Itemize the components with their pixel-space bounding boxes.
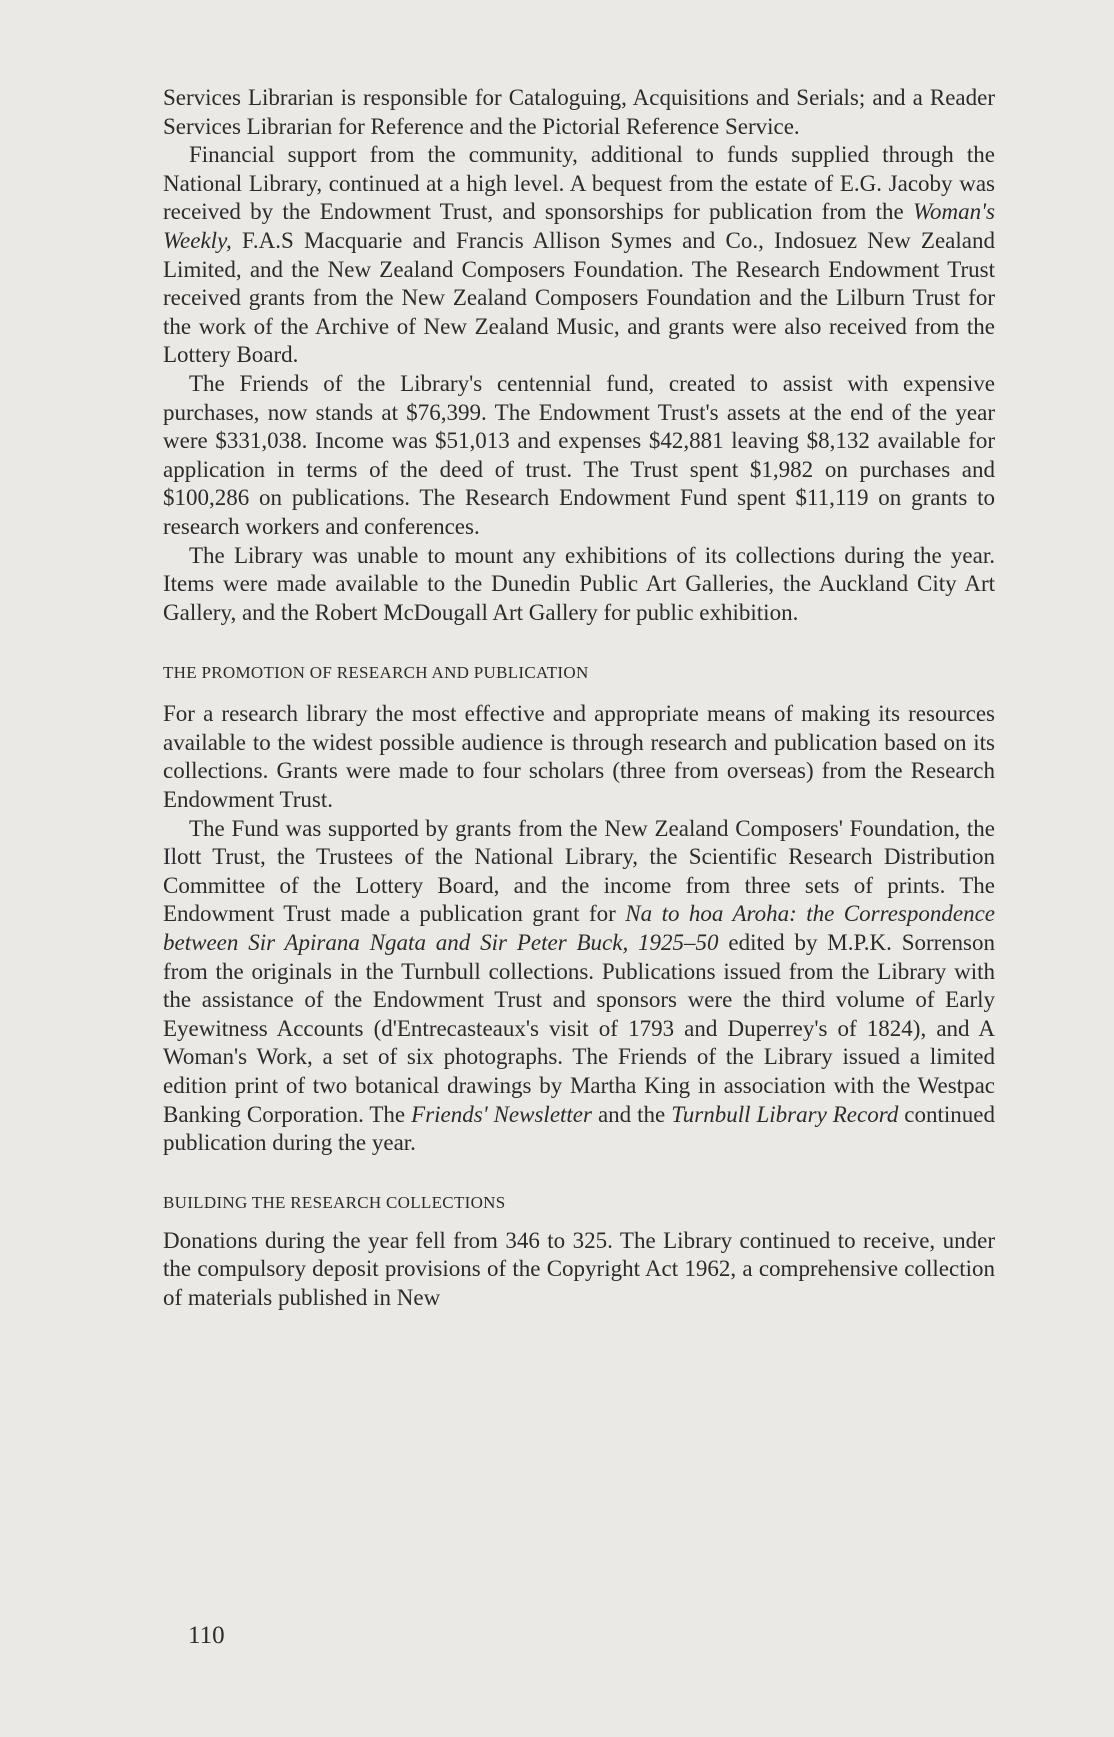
section-heading-research-collections: BUILDING THE RESEARCH COLLECTIONS — [163, 1192, 506, 1212]
paragraph-fund-supported — [163, 815, 995, 1158]
paragraph-donations: Donations during the year fell from 346 to 325. The Library continued to receive, under the compulsory deposit provisions of the Copyright Act 1962, a comprehensive collection of materials published in New — [163, 1227, 995, 1310]
paragraph-exhibitions: The Library was unable to mount any exhibitions of its collections during the year. Items were made available to the Dunedin Public Art Galleries, the Auckland City Art Gallery, and the Robert McDougall Art Gallery for public exhibition. — [163, 542, 995, 625]
italic-book-title: Na to hoa Aroha: the Correspondence between Sir Apirana Ngata and Sir Peter Buck, 1925–50 — [163, 901, 995, 956]
section-heading-research-publication: THE PROMOTION OF RESEARCH AND PUBLICATION — [163, 663, 589, 683]
paragraph-friends-fund: The Friends of the Library's centennial fund, created to assist with expensive purchases, now stands at $76,399. The Endowment Trust's assets at the end of the year were $331,038. Income was $51,013 and expenses $42,881 leaving $8,132 available for application in terms of the deed of trust. The Trust spent $1,982 on purchases and $100,286 on publications. The Research Endowment Fund spent $11,119 on grants to research workers and conferences. — [163, 370, 995, 539]
italic-record-title: Turnbull Library Record — [671, 1101, 899, 1127]
paragraph-research-library: For a research library the most effective and appropriate means of making its resources available to the widest possible audience is through research and publication based on its collections. Grants were made to four scholars (three from overseas) from the Research Endowment Trust. — [163, 701, 995, 813]
text-run: and the — [591, 1101, 672, 1127]
page-number: 110 — [188, 1622, 225, 1649]
paragraph-financial-support: Financial support from the community, additional to funds supplied through the National Library, continued at a high level. A bequest from the estate of E.G. Jacoby was received by the Endowment Trust, and sponsorships for publication from the Woman's Weekly, F.A.S Macquarie and Francis Allison Symes and Co., Indosuez New Zealand Limited, and the New Zealand Composers Foundation. The Research Endowment Trust received grants from the New Zealand Composers Foundation and the Lilburn Trust for the work of the Archive of New Zealand Music, and grants were also received from the Lottery Board. — [163, 142, 995, 368]
italic-newsletter-title: Friends' Newsletter — [411, 1101, 592, 1127]
paragraph-services-librarian: Services Librarian is responsible for Cataloguing, Acquisitions and Serials; and a Reader Services Librarian for Reference and the Pictorial Reference Service. — [163, 85, 995, 139]
text-run: continued publication during the year. — [163, 1101, 996, 1156]
text-run: edited by M.P.K. Sorrenson from the originals in the Turnbull collections. Publications issued from the Library with the assistance of the Endowment Trust and sponsors were the third volume of Early Eyewitness Accounts (d'Entrecasteaux's visit of 1793 and Duperrey's of 1824), and A Woman's Work, a set of six photographs. The Friends of the Library issued a limited edition print of two botanical drawings by Martha King in association with the Westpac Banking Corporation. The — [163, 930, 995, 1127]
italic-womans-weekly: Woman's Weekly, — [163, 199, 995, 253]
page-body — [163, 84, 995, 1313]
text-run: The Fund was supported by grants from the New Zealand Composers' Foundation, the Ilott Trust, the Trustees of the National Library, the Scientific Research Distribution Committee of the Lottery Board, and the income from three sets of prints. The Endowment Trust made a publication grant for — [163, 815, 995, 927]
